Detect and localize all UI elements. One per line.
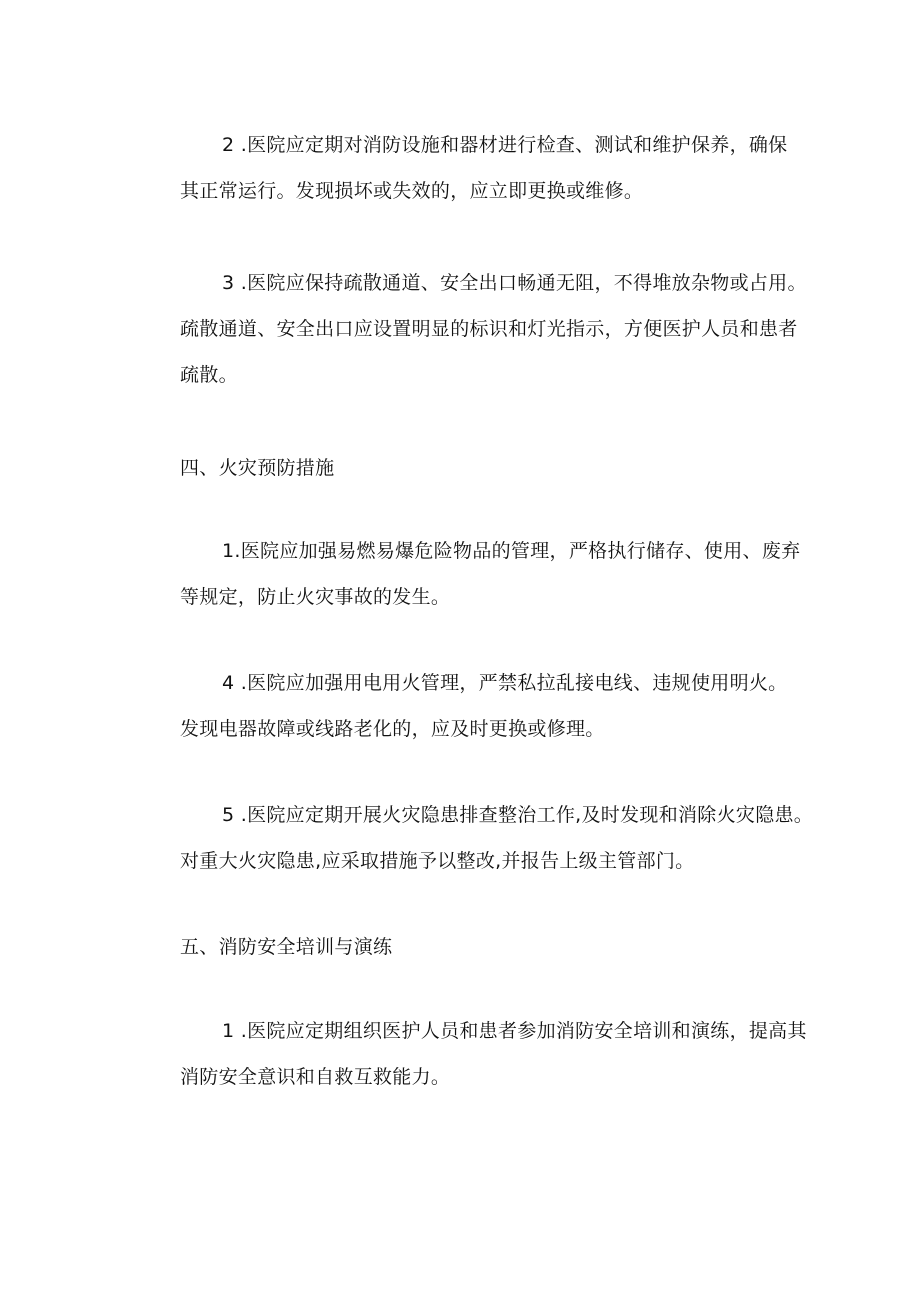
paragraph-line: 消防安全意识和自救互救能力。 [180,1066,451,1088]
paragraph-line: 2 .医院应定期对消防设施和器材进行检查、测试和维护保养，确保 [222,134,788,156]
paragraph-hazardous-materials [138,528,801,620]
paragraph-line: 等规定，防止火灾事故的发生。 [180,586,451,608]
paragraph-line: 3 .医院应保持疏散通道、安全出口畅通无阻，不得堆放杂物或占用。 [222,272,807,294]
paragraph-line: 发现电器故障或线路老化的，应及时更换或修理。 [180,718,605,740]
paragraph-line: 5 .医院应定期开展火灾隐患排查整治工作,及时发现和消除火灾隐患。 [222,804,814,826]
paragraph-line: 1 .医院应定期组织医护人员和患者参加消防安全培训和演练，提高其 [222,1020,807,1042]
paragraph-item-3 [138,260,807,398]
paragraph-item-2 [138,122,788,214]
paragraph-item-5 [138,792,814,884]
section-heading-fire-prevention: 四、火灾预防措施 [180,457,335,479]
paragraph-line: 4 .医院应加强用电用火管理，严禁私拉乱接电线、违规使用明火。 [222,672,788,694]
paragraph-line: 疏散通道、安全出口应设置明显的标识和灯光指示，方便医护人员和患者 [180,318,798,340]
paragraph-training-item-1 [138,1008,807,1100]
paragraph-line: 1.医院应加强易燃易爆危险物品的管理，严格执行储存、使用、废弃 [222,540,801,562]
paragraph-line: 其正常运行。发现损坏或失效的，应立即更换或维修。 [180,180,644,202]
paragraph-line: 疏散。 [180,364,238,386]
section-heading-safety-training: 五、消防安全培训与演练 [180,936,393,958]
paragraph-line: 对重大火灾隐患,应采取措施予以整改,并报告上级主管部门。 [180,850,695,872]
paragraph-item-4 [138,660,788,752]
